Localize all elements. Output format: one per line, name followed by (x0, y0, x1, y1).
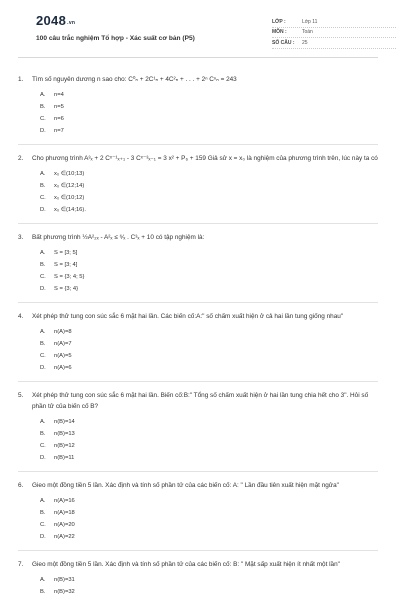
option-letter: B. (40, 341, 46, 347)
option-letter: D. (40, 286, 46, 292)
option-text: n(B)=11 (54, 455, 75, 461)
site-logo[interactable] (36, 13, 75, 28)
logo-main: 2048 (36, 13, 67, 28)
question-stem (18, 232, 378, 243)
option-letter: C. (40, 116, 46, 122)
question-item (18, 311, 378, 374)
option-text: x₀ ∈(10;13) (54, 171, 85, 177)
option-letter: B. (40, 510, 46, 516)
question-text: Gieo một đồng tiền 5 lần. Xác định và tính số phần tử của các biến cố: B: " Mặt sấp xuất hiện ít nhất một lần" (32, 561, 340, 568)
option-letter: A. (40, 498, 46, 504)
answer-option[interactable] (40, 101, 215, 113)
option-letter: C. (40, 195, 46, 201)
meta-label: LỚP : (272, 18, 286, 25)
answer-options (18, 416, 378, 464)
option-text: S = {3; 4; 5} (54, 274, 85, 280)
option-letter: C. (40, 274, 46, 280)
question-divider (18, 471, 378, 472)
option-text: n(B)=13 (54, 431, 75, 437)
answer-option[interactable] (40, 89, 215, 101)
option-letter: A. (40, 92, 46, 98)
option-text: n(B)=12 (54, 443, 75, 449)
answer-option[interactable] (40, 495, 215, 507)
option-letter: A. (40, 577, 46, 583)
answer-options (18, 247, 378, 295)
option-text: n(B)=32 (54, 589, 75, 595)
option-text: n(A)=20 (54, 522, 75, 528)
option-text: n=7 (54, 128, 64, 134)
question-number: 6. (18, 482, 24, 489)
answer-option[interactable] (40, 350, 215, 362)
question-text: Xét phép thử tung con súc sắc 6 mặt hai lần. Các biến cố:A:" số chấm xuất hiện ở cả hai lần tung giống nhau" (32, 313, 344, 320)
question-divider (18, 302, 378, 303)
option-text: n(A)=18 (54, 510, 75, 516)
question-number: 2. (18, 155, 24, 162)
answer-option[interactable] (40, 113, 215, 125)
answer-options (18, 495, 378, 543)
meta-value: Toán (302, 29, 313, 36)
question-text: Bất phương trình ½A²₂ₓ - A²ₓ ≤ ⁶⁄ₓ . C³ₓ + 10 có tập nghiệm là: (32, 234, 205, 241)
question-number: 1. (18, 76, 24, 83)
option-letter: B. (40, 589, 46, 595)
answer-option[interactable] (40, 192, 215, 204)
option-text: S = [3; 5] (54, 250, 78, 256)
option-text: n=6 (54, 116, 64, 122)
option-text: x₀ ∈(14;16). (54, 207, 86, 213)
answer-option[interactable] (40, 362, 215, 374)
question-item (18, 480, 378, 543)
question-stem (18, 390, 378, 412)
option-text: S = [3; 4] (54, 262, 78, 268)
question-divider (18, 550, 378, 551)
answer-option[interactable] (40, 586, 215, 598)
answer-options (18, 89, 378, 137)
option-text: n(B)=14 (54, 419, 75, 425)
question-stem (18, 559, 378, 570)
question-number: 4. (18, 313, 24, 320)
question-text: Xét phép thử tung con súc sắc 6 mặt hai lần. Biến cố:B:" Tổng số chấm xuất hiện ở hai lần tung chia hết cho 3". Hỏi số phần tử của biến cố B? (32, 392, 369, 410)
answer-option[interactable] (40, 326, 215, 338)
question-text: Tìm số nguyên dương n sao cho: C⁰ₙ + 2C¹ₙ + 4C²ₙ + . . . + 2ⁿ Cⁿₙ = 243 (32, 76, 237, 83)
option-text: x₀ ∈(12;14) (54, 183, 85, 189)
logo-suffix: .vn (67, 20, 76, 26)
question-text: Gieo một đồng tiền 5 lần. Xác định và tính số phần tử của các biến cố: A: " Lần đầu tiên xuất hiện mặt ngửa" (32, 482, 339, 489)
option-text: n(A)=5 (54, 353, 72, 359)
answer-option[interactable] (40, 125, 215, 137)
option-letter: C. (40, 353, 46, 359)
option-letter: C. (40, 522, 46, 528)
meta-value: Lớp 11 (302, 18, 318, 25)
answer-options (18, 326, 378, 374)
option-text: n(A)=16 (54, 498, 75, 504)
answer-option[interactable] (40, 259, 215, 271)
meta-value: 25 (302, 39, 308, 46)
question-number: 5. (18, 392, 24, 399)
question-stem (18, 311, 378, 322)
option-letter: D. (40, 207, 46, 213)
option-letter: B. (40, 104, 46, 110)
answer-option[interactable] (40, 247, 215, 259)
option-letter: C. (40, 443, 46, 449)
option-letter: A. (40, 250, 46, 256)
question-divider (18, 381, 378, 382)
option-letter: A. (40, 171, 46, 177)
question-item (18, 74, 378, 137)
answer-option[interactable] (40, 416, 215, 428)
question-number: 7. (18, 561, 24, 568)
question-number: 3. (18, 234, 24, 241)
option-letter: A. (40, 419, 46, 425)
meta-row-class (272, 17, 396, 28)
header (18, 0, 378, 58)
option-letter: D. (40, 455, 46, 461)
option-text: n=5 (54, 104, 64, 110)
question-stem (18, 74, 378, 85)
answer-options (18, 574, 378, 598)
answer-option[interactable] (40, 283, 215, 295)
option-text: n(A)=22 (54, 534, 75, 540)
answer-option[interactable] (40, 507, 215, 519)
option-text: n(B)=31 (54, 577, 75, 583)
answer-options (18, 168, 378, 216)
meta-label: SỐ CÂU : (272, 39, 295, 46)
option-letter: D. (40, 128, 46, 134)
question-text: Cho phương trình A³ₓ + 2 Cˣ⁻¹ₓ₊₁ - 3 Cˣ⁻³ₓ₋₁ = 3 x² + P₆ + 159 Giả sử x = x₀ là nghiệm của phương trình trên, lúc này ta có (32, 155, 378, 162)
option-letter: D. (40, 365, 46, 371)
option-letter: A. (40, 329, 46, 335)
question-item (18, 153, 378, 216)
answer-option[interactable] (40, 440, 215, 452)
meta-row-count (272, 38, 396, 49)
option-text: n(A)=7 (54, 341, 72, 347)
answer-option[interactable] (40, 428, 215, 440)
option-text: n(A)=6 (54, 365, 72, 371)
option-text: n=4 (54, 92, 64, 98)
question-item (18, 390, 378, 464)
question-stem (18, 480, 378, 491)
answer-option[interactable] (40, 168, 215, 180)
question-stem (18, 153, 378, 164)
answer-option[interactable] (40, 574, 215, 586)
meta-label: MÔN : (272, 29, 287, 36)
option-letter: B. (40, 262, 46, 268)
question-list (18, 74, 378, 598)
document-title: 100 câu trắc nghiệm Tổ hợp - Xác suất cơ bản (P5) (36, 35, 195, 42)
question-item (18, 232, 378, 295)
option-text: n(A)=8 (54, 329, 72, 335)
question-divider (18, 144, 378, 145)
answer-option[interactable] (40, 271, 215, 283)
option-text: x₀ ∈(10;12) (54, 195, 85, 201)
meta-row-subject (272, 28, 396, 39)
answer-option[interactable] (40, 531, 215, 543)
answer-option[interactable] (40, 204, 215, 216)
meta-info (272, 17, 396, 49)
answer-option[interactable] (40, 519, 215, 531)
option-letter: B. (40, 183, 46, 189)
question-divider (18, 223, 378, 224)
option-letter: D. (40, 534, 46, 540)
option-letter: B. (40, 431, 46, 437)
option-text: S = {3; 4} (54, 286, 79, 292)
answer-option[interactable] (40, 180, 215, 192)
question-item (18, 559, 378, 598)
answer-option[interactable] (40, 452, 215, 464)
answer-option[interactable] (40, 338, 215, 350)
